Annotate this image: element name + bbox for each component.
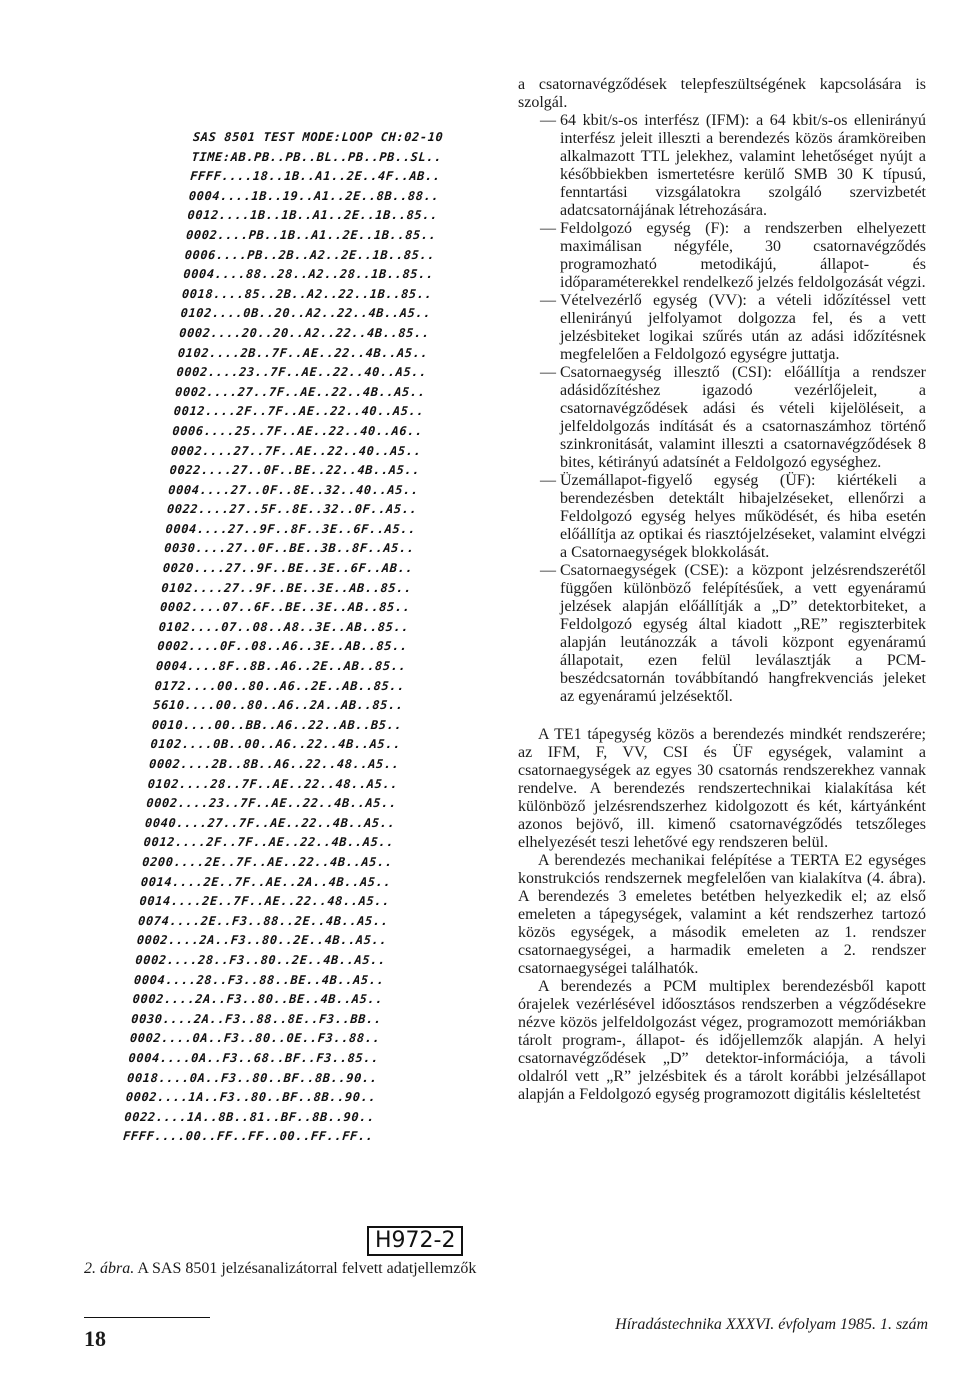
printout-line: 0002....07..6F..BE..3E..AB..85.. (159, 600, 411, 615)
printout-line: 0002....20..20..A2..22..4B..85.. (178, 325, 431, 340)
printout-line: 0102....2B..7F..AE..22..4B..A5.. (177, 345, 429, 360)
printout-line: 0006....PB..2B..A2..2E..1B..85.. (184, 247, 436, 262)
printout-line: 0004....1B..19..A1..2E..8B..88.. (188, 188, 440, 203)
journal-footer: Híradástechnika XXXVI. évfolyam 1985. 1. szám (615, 1316, 928, 1333)
printout-line: 0018....0A..F3..80..BF..8B..90.. (126, 1070, 379, 1085)
footer-rule (84, 1317, 210, 1318)
printout-line: 0074....2E..F3..88..2E..4B..A5.. (137, 913, 390, 928)
printout-line: FFFF....00..FF..FF..00..FF..FF.. (122, 1129, 374, 1144)
printout-line: 0002....2B..8B..A6..22..48..A5.. (148, 757, 401, 771)
printout-listing (122, 128, 493, 1147)
printout-line: 0012....1B..1B..A1..2E..1B..85.. (187, 208, 439, 223)
paragraph: A TE1 tápegység közös a berendezés mindkét rendszerére; az IFM, F, VV, CSI és ÜF egységek, valamint a csatornaegységek az egyes 30 csatornás rendszerekhez vannak rendelve. A berendezés rendszertechnikai kialakítása két különböző jelzésrendszerhez kidolgozott és két, kártyánként azonos bejövő, ill. kimenő csatornavégződés tetszőleges elhelyezését teszi lehetővé egy rendszeren belül. (518, 726, 926, 851)
printout-line: 0002....2A..F3..80..2E..4B..A5.. (136, 933, 388, 948)
printout-line: 0002....0F..08..A6..3E..AB..85.. (156, 639, 409, 654)
list-item: — Üzemállapot-figyelő egység (ÜF): kiértékeli a berendezésben detektált hibajelzéseket, ellenőrzi a Feldolgozó egység helyes működését, és hiba esetén előállítja az optikai és riasztójelzéseket, valamint elvégzi a Csatornaegységek blokkolását. (540, 472, 926, 561)
printout-line: 0002....2A..F3..80..BE..4B..A5.. (132, 992, 384, 1007)
printout-line: 0012....2F..7F..AE..22..4B..A5.. (143, 835, 395, 850)
printout-line: 0004....8F..8B..A6..2E..AB..85.. (155, 659, 407, 674)
printout-line: 0102....28..7F..AE..22..48..A5.. (147, 776, 399, 791)
printout-line: 0102....0B..20..A2..22..4B..A5.. (180, 306, 432, 321)
figure-caption-number: 2. ábra. (84, 1260, 135, 1277)
list-item: — Feldolgozó egység (F): a rendszerben elhelyezett maximálisan négyféle, 30 csatornavégződés programozható metodikájú, állapot- és időparaméterekkel rendelkező jelzés feldolgozását végzi. (540, 220, 926, 291)
printout-line: 0002....23..7F..AE..22..40..A5.. (176, 365, 428, 380)
article-column (518, 76, 926, 1104)
printout-line: 0022....27..5F..8E..32..0F..A5.. (166, 502, 418, 517)
figure-caption-text: A SAS 8501 jelzésanalizátorral felvett adatjellemzők (134, 1260, 477, 1277)
printout-line: 0004....27..0F..8E..32..40..A5.. (167, 482, 420, 497)
list-item: — 64 kbit/s-os interfész (IFM): a 64 kbit/s-os ellenirányú interfész jeleit illeszti a berendezés közös áramköreiben alkalmazott TTL jelekhez, valamint lehetőséget nyújt a későbbiekben ismertetésre kerülő SMB 30 K típusú, fenntartási vizsgálatokra szolgáló szervizbetét adatcsatornájának létrehozására. (540, 112, 926, 219)
printout-line: 0020....27..9F..BE..3E..6F..AB.. (162, 561, 414, 576)
printout-line: 0004....28..F3..88..BE..4B..A5.. (133, 972, 385, 987)
article-intro: a csatornavégződések telepfeszültségének kapcsolására is szolgál. (518, 76, 926, 111)
printout-line: TIME:AB.PB..PB..BL..PB..PB..SL.. (191, 149, 443, 164)
list-item: — Vételvezérlő egység (VV): a vételi időzítéssel vett ellenirányú jelfolyamot dolgozza fel, és a vett jelzésbiteket logikai szűrés után az adási időzítésnek megfelelően a Feldolgozó egységre juttatja. (540, 292, 926, 363)
printout-line: 0102....07..08..A8..3E..AB..85.. (158, 619, 410, 634)
printout-line: 0004....88..28..A2..28..1B..85.. (182, 267, 435, 282)
paragraph: A berendezés mechanikai felépítése a TERTA E2 egységes konstrukciós rendszernek megfelelően van kialakítva (4. ábra). A berendezés 3 emeletes betétben helyezkedik el; az első emeleten a tápegységek, valamint a két rendszerhez tartozó közös egységek, a második emeleten az 1. rendszer csatornaegységei, a harmadik emeleten a 2. rendszer csatornaegységei találhatók. (518, 852, 926, 977)
printout-line: 0002....1A..F3..80..BF..8B..90.. (125, 1090, 377, 1105)
printout-line: 0102....0B..00..A6..22..4B..A5.. (150, 737, 402, 752)
printout-line: 0014....2E..7F..AE..22..48..A5.. (139, 894, 391, 909)
unit-list (518, 112, 926, 706)
printout-line: 0002....27..7F..AE..22..4B..A5.. (174, 384, 427, 399)
printout-line: 0002....PB..1B..A1..2E..1B..85.. (185, 227, 438, 242)
printout-line: 0200....2E..7F..AE..22..4B..A5.. (141, 854, 394, 869)
printout-line: FFFF....18..1B..A1..2E..4F..AB.. (189, 169, 442, 184)
figure-caption (84, 1260, 504, 1278)
printout-line: 0014....2E..7F..AE..2A..4B..A5.. (140, 874, 392, 889)
printout-line: 0002....28..F3..80..2E..4B..A5.. (134, 952, 387, 967)
printout-line: 0022....1A..8B..81..BF..8B..90.. (123, 1109, 376, 1124)
paragraph: A berendezés a PCM multiplex berendezésből kapott órajelek vezérlésével időosztásos rendszerben a végződésekre nézve közös jelfeldolgozást végez, programozott memóriákban tárolt program-, állapot- és időjellemzők alapján. A helyi csatornavégződések „D” detektor-információja, a távoli oldalról vett „R” jelzésbitek és a tárolt korábbi jelzésállapot alapján a Feldolgozó egység programozott digitális késleltetést (518, 978, 926, 1103)
printout-line: SAS 8501 TEST MODE:LOOP CH:02-10 (192, 130, 444, 144)
printout-line: 0010....00..BB..A6..22..AB..B5.. (151, 717, 403, 732)
printout-line: 0022....27..0F..BE..22..4B..A5.. (169, 463, 421, 478)
printout-line: 0040....27..7F..AE..22..4B..A5.. (144, 815, 396, 830)
printout-line: 0030....2A..F3..88..8E..F3..BB.. (130, 1011, 383, 1026)
printout-line: 0002....23..7F..AE..22..4B..A5.. (145, 796, 398, 811)
printout-line: 0012....2F..7F..AE..22..40..A5.. (173, 404, 425, 419)
printout-line: 0004....0A..F3..68..BF..F3..85.. (128, 1050, 380, 1065)
page-number: 18 (84, 1326, 106, 1351)
printout-line: 0002....0A..F3..80..0E..F3..88.. (129, 1031, 381, 1046)
list-item: — Csatornaegység illesztő (CSI): előállítja a rendszer adásidőzítéshez igazodó vezérlőjeleit, a csatornavégződések adási és vételi kijelöléseit, a jelfeldolgozás indítását és a csatornaszámhoz történő szinkronitását, valamint illeszti a csatornavégződések 8 bites, kétirányú adatsínét a Feldolgozó egységhez. (540, 364, 926, 471)
figure-code: H972-2 (367, 1226, 463, 1256)
printout-line: 0102....27..9F..BE..3E..AB..85.. (160, 580, 413, 595)
printout-line: 0018....85..2B..A2..22..1B..85.. (181, 286, 433, 301)
printout-line: 0004....27..9F..8F..3E..6F..A5.. (165, 521, 417, 536)
printout-line: 5610....00..80..A6..2A..AB..85.. (152, 698, 405, 713)
printout-line: 0030....27..0F..BE..3B..8F..A5.. (163, 541, 416, 556)
printout-line: 0002....27..7F..AE..22..40..A5.. (170, 443, 422, 458)
list-item: — Csatornaegységek (CSE): a központ jelzésrendszerétől függően különböző felépítésűek, a vett egyenáramú jelzések alapján előállítják a „D” detektorbiteket, a Feldolgozó egység által kiadott „RE” regiszterbitek alapján leutánozzák a távoli központ egyenáramú állapotait, ezen felül leválasztják a PCM-beszédcsatornán továbbítandó hangfrekvenciás jeleket az egyenáramú jelzésektől. (540, 562, 926, 705)
printout-line: 0172....00..80..A6..2E..AB..85.. (154, 678, 406, 693)
printout-line: 0006....25..7F..AE..22..40..A6.. (171, 423, 424, 438)
